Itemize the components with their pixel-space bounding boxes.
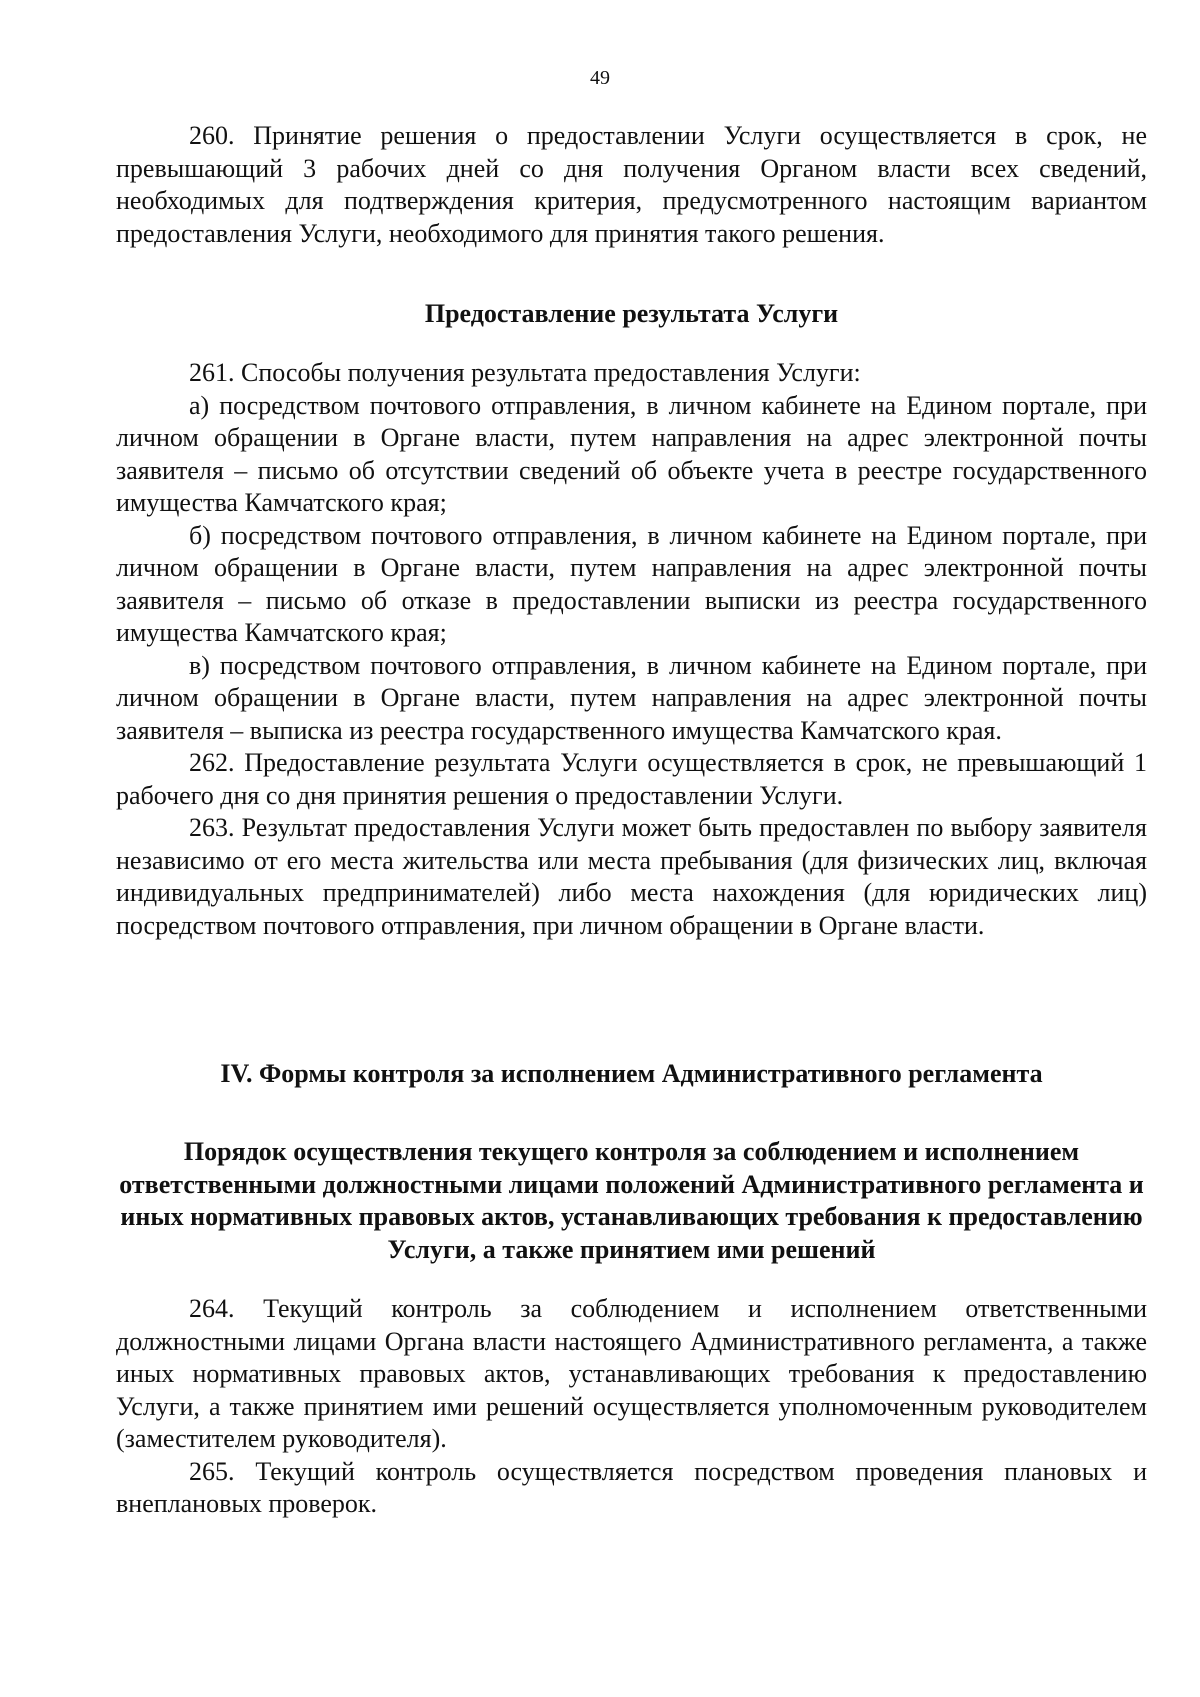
paragraph-block-261-263 bbox=[116, 357, 1147, 942]
section-heading: Предоставление результата Услуги bbox=[424, 299, 839, 328]
paragraph-261-b: б) посредством почтового отправления, в личном кабинете на Едином портале, при личном обращении в Органе власти, путем направления на адрес электронной почты заявителя – письмо об отказе в предоставлении выписки из реестра государственного имущества Камчатского края; bbox=[116, 520, 1147, 647]
subsection-heading: Порядок осуществления текущего контроля за соблюдением и исполнением ответственными должностными лицами положений Административного регламента и иных нормативных правовых актов, устанавливающих требования к предоставлению Услуги, а также принятием ими решений bbox=[119, 1137, 1144, 1264]
paragraph-block-264-265 bbox=[116, 1293, 1147, 1521]
chapter-heading: IV. Формы контроля за исполнением Административного регламента bbox=[220, 1059, 1043, 1088]
paragraph-261-a: а) посредством почтового отправления, в личном кабинете на Едином портале, при личном обращении в Органе власти, путем направления на адрес электронной почты заявителя – письмо об отсутствии сведений об объекте учета в реестре государственного имущества Камчатского края; bbox=[116, 390, 1147, 517]
paragraph-261-v: в) посредством почтового отправления, в личном кабинете на Едином портале, при личном обращении в Органе власти, путем направления на адрес электронной почты заявителя – выписка из реестра государственного имущества Камчатского края. bbox=[116, 650, 1147, 745]
paragraph-261: 261. Способы получения результата предоставления Услуги: bbox=[189, 358, 861, 387]
paragraph-260: 260. Принятие решения о предоставлении Услуги осуществляется в срок, не превышающий 3 рабочих дней со дня получения Органом власти всех сведений, необходимых для подтверждения критерия, предусмотренного настоящим вариантом предоставления Услуги, необходимого для принятия такого решения. bbox=[116, 121, 1147, 248]
page-number: 49 bbox=[590, 67, 610, 89]
heading-result-of-service bbox=[116, 298, 1147, 331]
paragraph-264: 264. Текущий контроль за соблюдением и исполнением ответственными должностными лицами Органа власти настоящего Административного регламента, а также иных нормативных правовых актов, устанавливающих требования к предоставлению Услуги, а также принятием ими решений осуществляется уполномоченным руководителем (заместителем руководителя). bbox=[116, 1294, 1147, 1453]
paragraph-265: 265. Текущий контроль осуществляется посредством проведения плановых и внеплановых проверок. bbox=[116, 1456, 1147, 1518]
paragraph-262: 262. Предоставление результата Услуги осуществляется в срок, не превышающий 1 рабочего дня со дня принятия решения о предоставлении Услуги. bbox=[116, 748, 1147, 810]
paragraph-block-260 bbox=[116, 120, 1147, 250]
heading-current-control bbox=[116, 1136, 1147, 1266]
heading-section-iv bbox=[116, 1058, 1147, 1091]
paragraph-263: 263. Результат предоставления Услуги может быть предоставлен по выбору заявителя независимо от его места жительства или места пребывания (для физических лиц, включая индивидуальных предпринимателей) либо места нахождения (для юридических лиц) посредством почтового отправления, при личном обращении в Органе власти. bbox=[116, 813, 1147, 940]
